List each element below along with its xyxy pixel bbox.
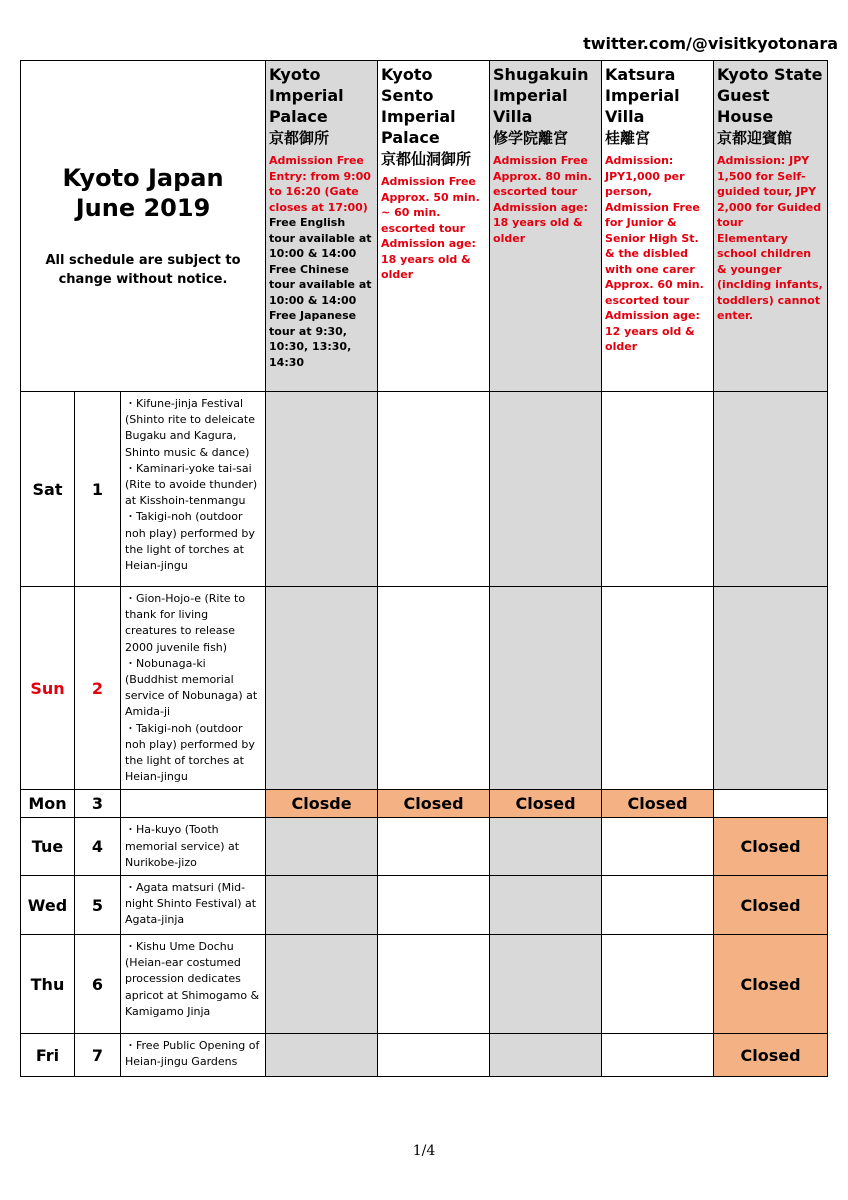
schedule-cell: [266, 876, 378, 935]
closed-badge: Closde: [266, 790, 378, 818]
venue-info: Approx. 60 min. escorted tour: [605, 278, 704, 307]
event-item: ・Takigi-noh (outdoor noh play) performed by the light of torches at Heian-jingu: [125, 721, 255, 784]
day-of-week: Thu: [21, 935, 75, 1034]
closed-badge: Closed: [714, 818, 828, 876]
venue-name-jp: 京都迎賓館: [717, 129, 793, 147]
day-row-wed-5: [21, 876, 828, 935]
closed-badge: Closed: [490, 790, 602, 818]
schedule-cell: [378, 392, 490, 587]
venue-name-jp: 桂離宮: [605, 129, 651, 147]
schedule-cell: [490, 876, 602, 935]
page-title: Kyoto Japan: [62, 164, 224, 192]
schedule-cell: [378, 587, 490, 790]
event-list: [121, 392, 266, 587]
venue-info: Free Japanese tour at 9:30, 10:30, 13:30, 14:30: [269, 309, 357, 369]
disclaimer-note: All schedule are subject to change without notice.: [45, 253, 241, 287]
schedule-cell: [602, 1034, 714, 1077]
twitter-handle: twitter.com/@visitkyotonara: [583, 34, 838, 53]
venue-name: Kyoto State Guest House: [717, 65, 823, 126]
schedule-cell: [266, 587, 378, 790]
venue-name-jp: 京都御所: [269, 129, 330, 147]
venue-info: Admission: JPY 1,500 for Self-guided tour, JPY 2,000 for Guided tour: [717, 154, 822, 229]
schedule-cell: [714, 392, 828, 587]
event-list: [121, 818, 266, 876]
venue-kyoto-state-guest-house: [714, 61, 828, 392]
day-of-week: Mon: [21, 790, 75, 818]
schedule-cell: [378, 818, 490, 876]
venue-info: Admission age: 18 years old & older: [381, 237, 476, 281]
venue-info: Admission Free: [381, 175, 476, 188]
closed-badge: Closed: [378, 790, 490, 818]
closed-badge: Closed: [714, 935, 828, 1034]
venue-info: Admission Free: [269, 154, 364, 167]
day-of-week: Wed: [21, 876, 75, 935]
schedule-cell: [490, 587, 602, 790]
schedule-cell: [602, 876, 714, 935]
day-row-sun-2: [21, 587, 828, 790]
schedule-cell: [490, 818, 602, 876]
venue-name: Katsura Imperial Villa: [605, 65, 680, 126]
event-item: ・Ha-kuyo (Tooth memorial service) at Nurikobe-jizo: [125, 823, 240, 869]
day-number: 3: [75, 790, 121, 818]
closed-badge: Closed: [602, 790, 714, 818]
venue-name: Kyoto Imperial Palace: [269, 65, 344, 126]
event-list: [121, 1034, 266, 1077]
schedule-cell: [602, 392, 714, 587]
venue-kyoto-imperial-palace: [266, 61, 378, 392]
event-list: [121, 587, 266, 790]
event-item: ・Agata matsuri (Mid-night Shinto Festival) at Agata-jinja: [125, 881, 257, 927]
venue-info: Free English tour available at 10:00 & 14:00: [269, 216, 372, 260]
closed-badge: Closed: [714, 1034, 828, 1077]
schedule-cell: [714, 587, 828, 790]
venue-info: Admission: JPY1,000 per person, Admission Free for Junior & Senior High St. & the disbled with one carer: [605, 154, 700, 276]
day-number: 1: [75, 392, 121, 587]
day-row-thu-6: [21, 935, 828, 1034]
event-item: ・Kishu Ume Dochu (Heian-ear costumed procession dedicates apricot at Shimogamo & Kamigamo Jinja: [125, 940, 260, 1018]
day-number: 5: [75, 876, 121, 935]
venue-info: Admission age: 12 years old & older: [605, 309, 700, 353]
header-row: [21, 61, 828, 392]
event-list: [121, 935, 266, 1034]
schedule-cell: [714, 790, 828, 818]
day-of-week: Tue: [21, 818, 75, 876]
venue-kyoto-sento-imperial-palace: [378, 61, 490, 392]
day-row-mon-3: [21, 790, 828, 818]
venue-info: Admission age: 18 years old & older: [493, 200, 588, 245]
day-row-sat-1: [21, 392, 828, 587]
page-subtitle: June 2019: [75, 194, 211, 222]
day-of-week: Fri: [21, 1034, 75, 1077]
schedule-cell: [266, 935, 378, 1034]
day-number: 6: [75, 935, 121, 1034]
event-item: ・Kifune-jinja Festival (Shinto rite to deleicate Bugaku and Kagura, Shinto music & dance): [125, 397, 256, 459]
venue-info: Free Chinese tour available at 10:00 & 14:00: [269, 262, 372, 307]
day-of-week: Sat: [21, 392, 75, 587]
schedule-cell: [378, 876, 490, 935]
schedule-cell: [490, 392, 602, 587]
schedule-cell: [266, 392, 378, 587]
day-row-fri-7: [21, 1034, 828, 1077]
event-item: ・Free Public Opening of Heian-jingu Gardens: [125, 1039, 260, 1069]
day-number: 2: [75, 587, 121, 790]
venue-katsura-imperial-villa: [602, 61, 714, 392]
schedule-cell: [602, 935, 714, 1034]
day-number: 7: [75, 1034, 121, 1077]
event-list: [121, 876, 266, 935]
schedule-cell: [602, 818, 714, 876]
schedule-cell: [266, 818, 378, 876]
schedule-cell: [602, 587, 714, 790]
venue-info: Entry: from 9:00 to 16:20 (Gate closes at 17:00): [269, 169, 371, 214]
day-number: 4: [75, 818, 121, 876]
schedule-cell: [266, 1034, 378, 1077]
schedule-cell: [490, 935, 602, 1034]
day-of-week: Sun: [21, 587, 75, 790]
venue-info: Admission Free: [493, 154, 588, 167]
event-item: ・Takigi-noh (outdoor noh play) performed by the light of torches at Heian-jingu: [125, 510, 255, 573]
schedule-table: [20, 60, 828, 1077]
event-item: ・Nobunaga-ki (Buddhist memorial service of Nobunaga) at Amida-ji: [125, 656, 258, 719]
venue-info: Approx. 50 min. ~ 60 min. escorted tour: [381, 190, 480, 235]
venue-info: Elementary school children & younger (inclding infants, toddlers) cannot enter.: [717, 231, 823, 322]
schedule-cell: [490, 1034, 602, 1077]
closed-badge: Closed: [714, 876, 828, 935]
title-cell: [21, 61, 266, 392]
day-row-tue-4: [21, 818, 828, 876]
schedule-cell: [378, 1034, 490, 1077]
event-item: ・Gion-Hojo-e (Rite to thank for living creatures to release 2000 juvenile fish): [125, 592, 246, 654]
event-item: ・Kaminari-yoke tai-sai (Rite to avoide thunder) at Kisshoin-tenmangu: [125, 461, 258, 508]
venue-name: Kyoto Sento Imperial Palace: [381, 65, 456, 147]
venue-shugakuin-imperial-villa: [490, 61, 602, 392]
schedule-cell: [378, 935, 490, 1034]
venue-name: Shugakuin Imperial Villa: [493, 65, 589, 126]
event-list: [121, 790, 266, 818]
page-number: 1/4: [412, 1143, 436, 1159]
venue-name-jp: 修学院離宮: [493, 129, 569, 147]
venue-name-jp: 京都仙洞御所: [381, 150, 472, 168]
venue-info: Approx. 80 min. escorted tour: [493, 169, 592, 198]
